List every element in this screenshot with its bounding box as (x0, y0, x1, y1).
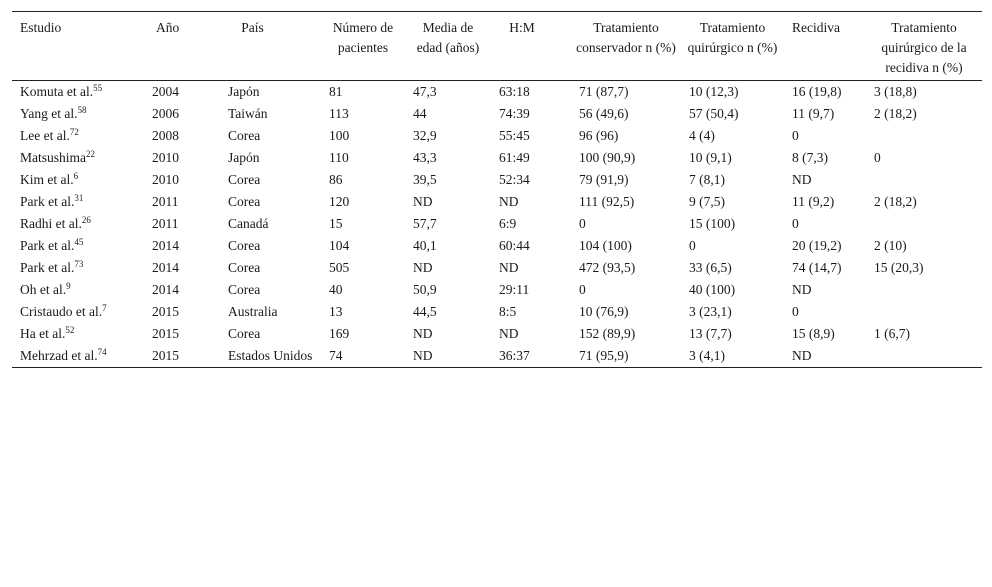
surgical-cell: 15 (100) (689, 216, 736, 231)
table-row (12, 147, 982, 169)
hm-cell: 8:5 (499, 304, 517, 319)
age-cell: 39,5 (413, 172, 437, 187)
recurrence-surgical-cell: 2 (18,2) (874, 106, 917, 121)
surgical-cell: 3 (4,1) (689, 348, 725, 363)
reference-number: 31 (74, 193, 84, 203)
study-author: Oh et al. (20, 282, 67, 297)
study-author: Ha et al. (20, 326, 66, 341)
study-cell (12, 213, 144, 235)
surgical-cell: 13 (7,7) (689, 326, 732, 341)
recurrence-cell: 20 (19,2) (792, 238, 842, 253)
study-author: Lee et al. (20, 128, 70, 143)
conservative-cell: 96 (96) (579, 128, 619, 143)
year-cell: 2004 (152, 84, 179, 99)
recurrence-cell: ND (792, 348, 812, 363)
hm-cell: 61:49 (499, 150, 530, 165)
study-author: Mehrzad et al. (20, 348, 98, 363)
recurrence-surgical-cell (866, 213, 982, 235)
reference-number: 55 (93, 83, 103, 93)
surgical-cell: 4 (4) (689, 128, 715, 143)
study-cell (12, 147, 144, 169)
header-age: Media de edad (años) (416, 20, 480, 55)
study-cell (12, 279, 144, 301)
study-cell (12, 323, 144, 345)
reference-number: 26 (81, 215, 91, 225)
study-author: Kim et al. (20, 172, 74, 187)
country-cell: Japón (228, 84, 260, 99)
study-author: Yang et al. (20, 106, 78, 121)
table-body (12, 81, 982, 368)
age-cell: 44 (413, 106, 427, 121)
hm-cell: 55:45 (499, 128, 530, 143)
table-row (12, 323, 982, 345)
patients-cell: 505 (329, 260, 350, 275)
table-row (12, 345, 982, 368)
recurrence-surgical-cell (866, 301, 982, 323)
patients-cell: 81 (329, 84, 343, 99)
country-cell: Corea (228, 194, 261, 209)
hm-cell: 36:37 (499, 348, 530, 363)
surgical-cell: 33 (6,5) (689, 260, 732, 275)
patients-cell: 169 (329, 326, 350, 341)
country-cell: Taiwán (228, 106, 268, 121)
surgical-cell: 40 (100) (689, 282, 736, 297)
conservative-cell: 0 (579, 282, 586, 297)
study-author: Komuta et al. (20, 84, 94, 99)
hm-cell: 6:9 (499, 216, 517, 231)
patients-cell: 74 (329, 348, 343, 363)
recurrence-surgical-cell: 2 (10) (874, 238, 907, 253)
year-cell: 2011 (152, 194, 179, 209)
recurrence-surgical-cell: 1 (6,7) (874, 326, 910, 341)
year-cell: 2010 (152, 172, 179, 187)
patients-cell: 15 (329, 216, 343, 231)
country-cell: Corea (228, 260, 261, 275)
header-year: Año (156, 20, 180, 35)
patients-cell: 40 (329, 282, 343, 297)
reference-number: 45 (74, 237, 84, 247)
patients-cell: 13 (329, 304, 343, 319)
hm-cell: 60:44 (499, 238, 530, 253)
patients-cell: 100 (329, 128, 350, 143)
reference-number: 7 (102, 303, 107, 313)
country-cell: Corea (228, 326, 261, 341)
conservative-cell: 100 (90,9) (579, 150, 636, 165)
recurrence-cell: 11 (9,7) (792, 106, 835, 121)
table-row (12, 213, 982, 235)
study-cell (12, 103, 144, 125)
header-recurrence-surgical: Tratamiento quirúrgico de la recidiva n (%) (881, 20, 967, 75)
year-cell: 2010 (152, 150, 179, 165)
recurrence-cell: 74 (14,7) (792, 260, 842, 275)
hm-cell: 52:34 (499, 172, 530, 187)
header-surgical: Tratamiento quirúrgico n (%) (687, 20, 778, 55)
table-row (12, 257, 982, 279)
year-cell: 2011 (152, 216, 179, 231)
study-author: Cristaudo et al. (20, 304, 103, 319)
reference-number: 58 (77, 105, 87, 115)
conservative-cell: 0 (579, 216, 586, 231)
year-cell: 2014 (152, 260, 179, 275)
header-estudio: Estudio (20, 20, 62, 35)
age-cell: ND (413, 348, 433, 363)
hm-cell: ND (499, 194, 519, 209)
reference-number: 9 (66, 281, 71, 291)
table-row (12, 235, 982, 257)
age-cell: 44,5 (413, 304, 437, 319)
age-cell: 43,3 (413, 150, 437, 165)
recurrence-surgical-cell: 2 (18,2) (874, 194, 917, 209)
patients-cell: 110 (329, 150, 349, 165)
country-cell: Corea (228, 238, 261, 253)
header-hm: H:M (509, 20, 535, 35)
country-cell: Corea (228, 282, 261, 297)
surgical-cell: 10 (12,3) (689, 84, 739, 99)
recurrence-surgical-cell (866, 125, 982, 147)
year-cell: 2006 (152, 106, 179, 121)
age-cell: 57,7 (413, 216, 437, 231)
table-row (12, 279, 982, 301)
hm-cell: 63:18 (499, 84, 530, 99)
recurrence-surgical-cell: 3 (18,8) (874, 84, 917, 99)
table-row (12, 191, 982, 213)
age-cell: ND (413, 194, 433, 209)
country-cell: Australia (228, 304, 278, 319)
study-cell (12, 345, 144, 368)
year-cell: 2015 (152, 348, 179, 363)
year-cell: 2014 (152, 238, 179, 253)
recurrence-surgical-cell (866, 169, 982, 191)
reference-number: 74 (97, 347, 107, 357)
surgical-cell: 10 (9,1) (689, 150, 732, 165)
country-cell: Estados Unidos (228, 348, 313, 363)
hm-cell: 74:39 (499, 106, 530, 121)
table-row (12, 125, 982, 147)
year-cell: 2015 (152, 304, 179, 319)
recurrence-cell: 0 (792, 304, 799, 319)
study-author: Park et al. (20, 194, 75, 209)
country-cell: Corea (228, 128, 261, 143)
conservative-cell: 10 (76,9) (579, 304, 629, 319)
recurrence-cell: 8 (7,3) (792, 150, 828, 165)
recurrence-cell: 0 (792, 128, 799, 143)
patients-cell: 104 (329, 238, 350, 253)
conservative-cell: 472 (93,5) (579, 260, 636, 275)
recurrence-surgical-cell (866, 345, 982, 368)
header-patients: Número de pacientes (332, 20, 394, 55)
patients-cell: 113 (329, 106, 349, 121)
age-cell: 50,9 (413, 282, 437, 297)
study-cell (12, 81, 144, 104)
header-recurrence: Recidiva (792, 20, 840, 35)
table-row (12, 103, 982, 125)
reference-number: 52 (65, 325, 75, 335)
study-cell (12, 169, 144, 191)
recurrence-cell: 0 (792, 216, 799, 231)
study-author: Park et al. (20, 238, 75, 253)
country-cell: Canadá (228, 216, 269, 231)
header-row (12, 12, 982, 81)
recurrence-cell: 11 (9,2) (792, 194, 835, 209)
hm-cell: ND (499, 326, 519, 341)
recurrence-surgical-cell (866, 279, 982, 301)
header-conservative: Tratamiento conservador n (%) (576, 20, 676, 55)
study-cell (12, 235, 144, 257)
table-row (12, 169, 982, 191)
reference-number: 72 (69, 127, 79, 137)
study-cell (12, 301, 144, 323)
year-cell: 2015 (152, 326, 179, 341)
recurrence-cell: 16 (19,8) (792, 84, 842, 99)
age-cell: 32,9 (413, 128, 437, 143)
country-cell: Japón (228, 150, 260, 165)
reference-number: 73 (74, 259, 84, 269)
surgical-cell: 57 (50,4) (689, 106, 739, 121)
country-cell: Corea (228, 172, 261, 187)
study-author: Park et al. (20, 260, 75, 275)
conservative-cell: 71 (87,7) (579, 84, 629, 99)
table-row (12, 81, 982, 104)
recurrence-cell: ND (792, 282, 812, 297)
recurrence-cell: ND (792, 172, 812, 187)
study-author: Matsushima (20, 150, 86, 165)
year-cell: 2008 (152, 128, 179, 143)
conservative-cell: 152 (89,9) (579, 326, 636, 341)
surgical-cell: 3 (23,1) (689, 304, 732, 319)
surgical-cell: 9 (7,5) (689, 194, 725, 209)
studies-table (12, 11, 982, 368)
study-cell (12, 125, 144, 147)
year-cell: 2014 (152, 282, 179, 297)
recurrence-cell: 15 (8,9) (792, 326, 835, 341)
conservative-cell: 71 (95,9) (579, 348, 629, 363)
recurrence-surgical-cell: 0 (874, 150, 881, 165)
table-row (12, 301, 982, 323)
conservative-cell: 79 (91,9) (579, 172, 629, 187)
reference-number: 6 (73, 171, 79, 181)
surgical-cell: 7 (8,1) (689, 172, 725, 187)
patients-cell: 86 (329, 172, 343, 187)
age-cell: 40,1 (413, 238, 437, 253)
patients-cell: 120 (329, 194, 350, 209)
study-cell (12, 191, 144, 213)
age-cell: ND (413, 326, 433, 341)
recurrence-surgical-cell: 15 (20,3) (874, 260, 924, 275)
conservative-cell: 111 (92,5) (579, 194, 635, 209)
study-cell (12, 257, 144, 279)
conservative-cell: 104 (100) (579, 238, 632, 253)
hm-cell: ND (499, 260, 519, 275)
hm-cell: 29:11 (499, 282, 530, 297)
header-country: País (241, 20, 264, 35)
study-author: Radhi et al. (20, 216, 82, 231)
surgical-cell: 0 (689, 238, 696, 253)
age-cell: ND (413, 260, 433, 275)
conservative-cell: 56 (49,6) (579, 106, 629, 121)
reference-number: 22 (86, 149, 95, 159)
age-cell: 47,3 (413, 84, 437, 99)
